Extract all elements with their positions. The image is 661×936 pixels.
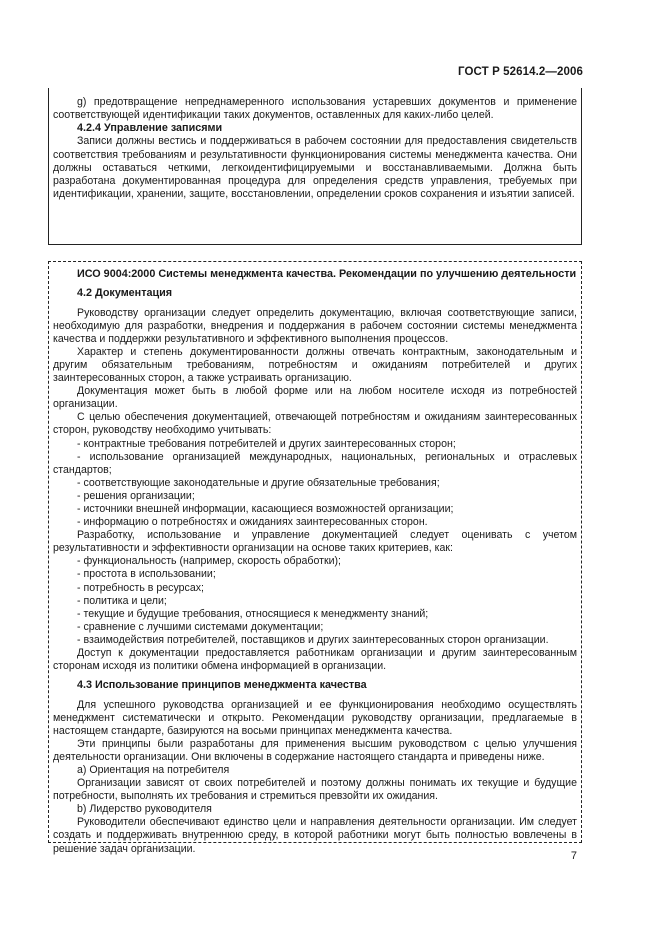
list-item: - сравнение с лучшими системами документации; [77,620,324,633]
list-item: - соответствующие законодательные и другие обязательные требования; [77,476,440,489]
section-heading-4-2: 4.2 Документация [77,287,173,300]
standard-text-box [48,88,582,245]
list-item: - потребность в ресурсах; [77,581,204,594]
list-item: - простота в использовании; [77,568,216,581]
list-item: - информацию о потребностях и ожиданиях заинтересованных сторон. [77,516,428,529]
iso-box-title: ИСО 9004:2000 Системы менеджмента качества. Рекомендации по улучшению деятельности [77,268,577,280]
principle-item-a: а) Ориентация на потребителя [77,763,230,776]
paragraph: Документация может быть в любой форме или на любом носителе исходя из потребностей организации. [53,385,577,411]
list-item: - взаимодействия потребителей, поставщиков и других заинтересованных сторон организации. [77,633,549,646]
paragraph: Эти принципы были разработаны для применения высшим руководством с целью улучшения деятельности организации. Они включены в содержание настоящего стандарта и приведены ниже. [53,737,577,763]
list-item: - использование организацией международных, национальных, региональных и отраслевых стандартов; [53,450,577,476]
list-item: - политика и цели; [77,594,167,607]
document-code: ГОСТ Р 52614.2—2006 [458,66,583,78]
list-item: - решения организации; [77,489,195,502]
paragraph: Руководству организации следует определить документацию, включая соответствующие записи, необходимую для разработки, внедрения и поддержания в рабочем состоянии системы менеджмента качества и поддержки результативного и эффективного выполнения процессов. [53,306,577,345]
list-item-g: g) предотвращение непреднамеренного использования устаревших документов и применение соответствующей идентификации таких документов, оставленных для каких-либо целей. [53,96,577,122]
paragraph: С целью обеспечения документацией, отвечающей потребностям и ожиданиям заинтересованных сторон, руководству необходимо учитывать: [53,411,577,437]
paragraph: Руководители обеспечивают единство цели и направления деятельности организации. Им следует создать и поддерживать внутреннюю среду, в которой работники могут быть полностью вовлечены в решение задач организации. [53,816,577,855]
list-item: - контрактные требования потребителей и других заинтересованных сторон; [77,437,456,450]
paragraph: Для успешного руководства организацией и ее функционирования необходимо осуществлять менеджмент систематически и открыто. Рекомендации руководству организации, предлагаемые в настоящем стандарте, базируются на восьми принципах менеджмента качества. [53,698,577,737]
list-item: - текущие и будущие требования, относящиеся к менеджменту знаний; [77,607,429,620]
paragraph: Организации зависят от своих потребителей и поэтому должны понимать их текущие и будущие потребности, выполнять их требования и стремиться превзойти их ожидания. [53,777,577,803]
section-heading-4-2-4: 4.2.4 Управление записями [77,122,223,135]
paragraph: Разработку, использование и управление документацией следует оценивать с учетом результативности и эффективности организации на основе таких критериев, как: [53,529,577,555]
section-heading-4-3: 4.3 Использование принципов менеджмента качества [77,679,367,692]
iso-9004-box [48,261,582,855]
records-paragraph: Записи должны вестись и поддерживаться в рабочем состоянии для предоставления свидетельств соответствия требованиям и результативности функционирования системы менеджмента качества. Они должны оставаться четкими, легкоидентифицируемыми и восстанавливаемыми. Должна быть разработана документированная процедура для определения средств управления, требуемых при идентификации, хранении, защите, восстановлении, определении сроков сохранения и изъятии записей. [53,135,577,200]
list-item: - источники внешней информации, касающиеся возможностей организации; [77,503,454,515]
list-item: - функциональность (например, скорость обработки); [77,555,341,568]
page-number: 7 [570,850,577,862]
paragraph: Доступ к документации предоставляется работникам организации и другим заинтересованным сторонам исходя из политики обмена информацией в организации. [53,647,577,673]
paragraph: Характер и степень документированности должны отвечать контрактным, законодательным и другим обязательным требованиям, потребностям и ожиданиям потребителей и других заинтересованных сторон, а также устраивать организацию. [53,345,577,385]
principle-item-b: b) Лидерство руководителя [77,803,212,816]
